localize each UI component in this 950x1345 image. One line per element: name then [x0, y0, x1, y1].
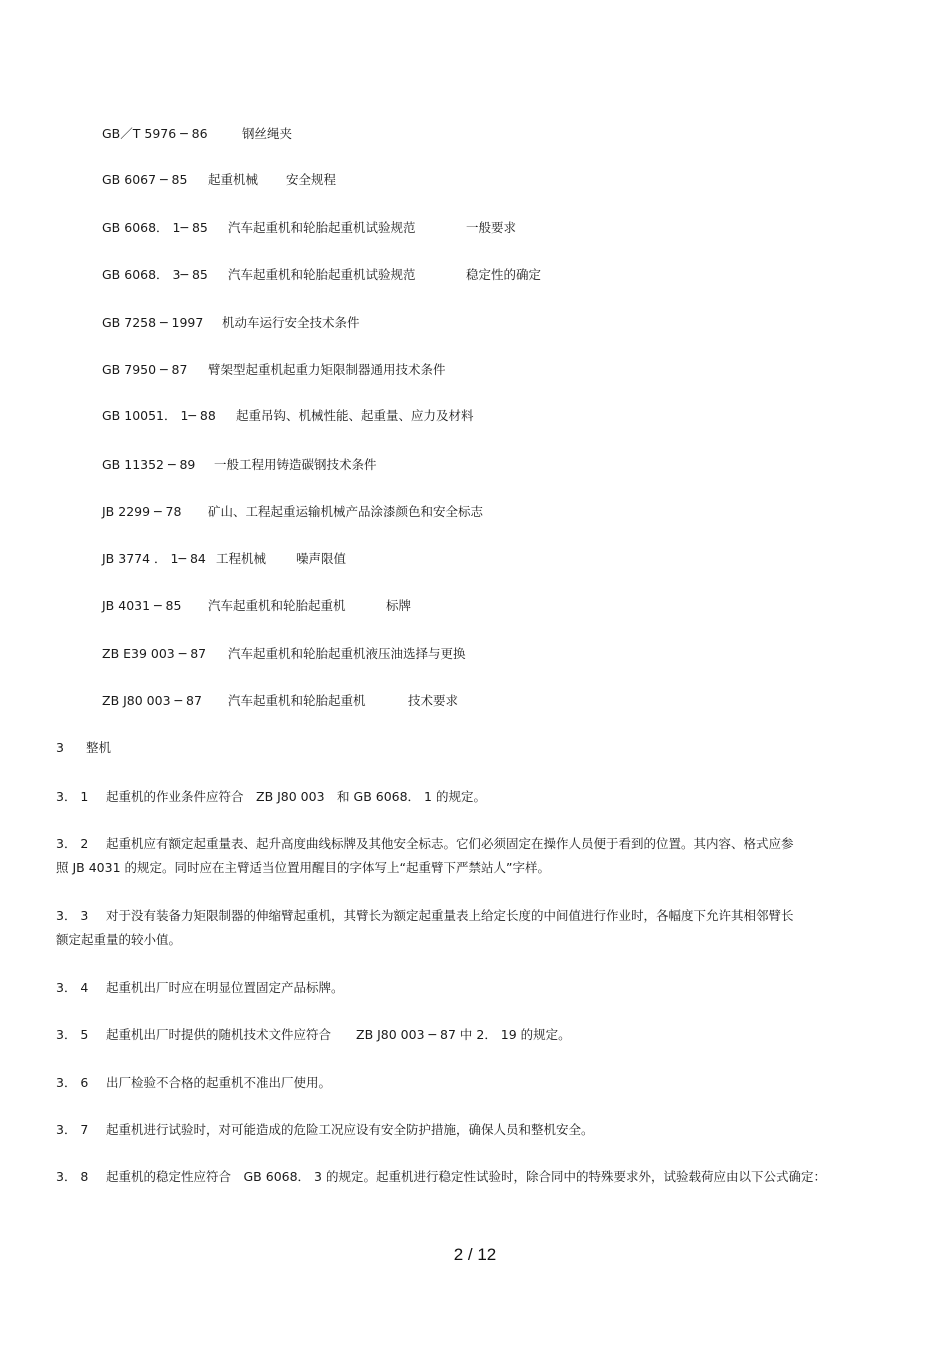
reference-code: GB 11352 ─ 89	[102, 457, 196, 472]
reference-code: JB 2299 ─ 78	[102, 504, 182, 519]
reference-title: 起重机械	[208, 172, 259, 187]
reference-code: GB 6068． 1─ 85	[102, 220, 208, 235]
reference-code: GB／T 5976 ─ 86	[102, 126, 208, 141]
clause-text: 照 JB 4031 的规定。同时应在主臂适当位置用醒目的字体写上“起重臂下严禁站人”字样。	[56, 860, 550, 875]
reference-subtitle: 噪声限值	[296, 551, 347, 566]
reference-subtitle: 稳定性的确定	[466, 267, 542, 282]
reference-title: 矿山、工程起重运输机械产品涂漆颜色和安全标志	[208, 504, 484, 519]
section-title: 整机	[86, 740, 112, 755]
reference-title: 汽车起重机和轮胎起重机试验规范	[228, 267, 416, 282]
clause-number: 3． 1	[56, 789, 89, 804]
clause-number: 3． 7	[56, 1122, 89, 1137]
reference-title: 机动车运行安全技术条件	[222, 315, 360, 330]
reference-title: 臂架型起重机起重力矩限制器通用技术条件	[208, 362, 446, 377]
reference-title: 一般工程用铸造碳钢技术条件	[214, 457, 377, 472]
reference-code: GB 10051． 1─ 88	[102, 408, 216, 423]
reference-title: 工程机械	[216, 551, 267, 566]
reference-code: ZB J80 003 ─ 87	[102, 693, 202, 708]
clause-number: 3． 3	[56, 908, 89, 923]
clause-text: 起重机出厂时应在明显位置固定产品标牌。	[106, 980, 344, 995]
clause-number: 3． 4	[56, 980, 89, 995]
reference-code: GB 6067 ─ 85	[102, 172, 188, 187]
clause-number: 3． 5	[56, 1027, 89, 1042]
reference-subtitle: 技术要求	[408, 693, 459, 708]
reference-title: 汽车起重机和轮胎起重机液压油选择与更换	[228, 646, 466, 661]
clause-text: 额定起重量的较小值。	[56, 932, 182, 947]
reference-subtitle: 一般要求	[466, 220, 517, 235]
section-number: 3	[56, 740, 64, 755]
clause-number: 3． 8	[56, 1169, 89, 1184]
reference-title: 钢丝绳夹	[242, 126, 293, 141]
reference-code: GB 6068． 3─ 85	[102, 267, 208, 282]
clause-number: 3． 2	[56, 836, 89, 851]
reference-subtitle: 安全规程	[286, 172, 337, 187]
reference-code: GB 7258 ─ 1997	[102, 315, 204, 330]
reference-code: JB 4031 ─ 85	[102, 598, 182, 613]
clause-text: 起重机出厂时提供的随机技术文件应符合 ZB J80 003 ─ 87 中 2． 19 的规定。	[106, 1027, 571, 1042]
clause-text: 起重机进行试验时，对可能造成的危险工况应设有安全防护措施，确保人员和整机安全。	[106, 1122, 594, 1137]
clause-text: 起重机应有额定起重量表、起升高度曲线标牌及其他安全标志。它们必须固定在操作人员便于看到的位置。其内容、格式应参	[106, 836, 794, 851]
page-number: 2 / 12	[453, 1245, 497, 1264]
clause-text: 起重机的稳定性应符合 GB 6068． 3 的规定。起重机进行稳定性试验时，除合同中的特殊要求外，试验载荷应由以下公式确定：	[106, 1169, 826, 1184]
clause-text: 起重机的作业条件应符合 ZB J80 003 和 GB 6068． 1 的规定。	[106, 789, 486, 804]
reference-code: GB 7950 ─ 87	[102, 362, 188, 377]
reference-code: JB 3774 ． 1─ 84	[102, 551, 206, 566]
clause-number: 3． 6	[56, 1075, 89, 1090]
reference-title: 起重吊钩、机械性能、起重量、应力及材料	[236, 408, 474, 423]
reference-title: 汽车起重机和轮胎起重机	[228, 693, 366, 708]
reference-subtitle: 标牌	[386, 598, 412, 613]
reference-code: ZB E39 003 ─ 87	[102, 646, 207, 661]
reference-title: 汽车起重机和轮胎起重机	[208, 598, 346, 613]
reference-title: 汽车起重机和轮胎起重机试验规范	[228, 220, 416, 235]
clause-text: 出厂检验不合格的起重机不准出厂使用。	[106, 1075, 332, 1090]
clause-text: 对于没有装备力矩限制器的伸缩臂起重机，其臂长为额定起重量表上给定长度的中间值进行作业时，各幅度下允许其相邻臂长	[106, 908, 794, 923]
